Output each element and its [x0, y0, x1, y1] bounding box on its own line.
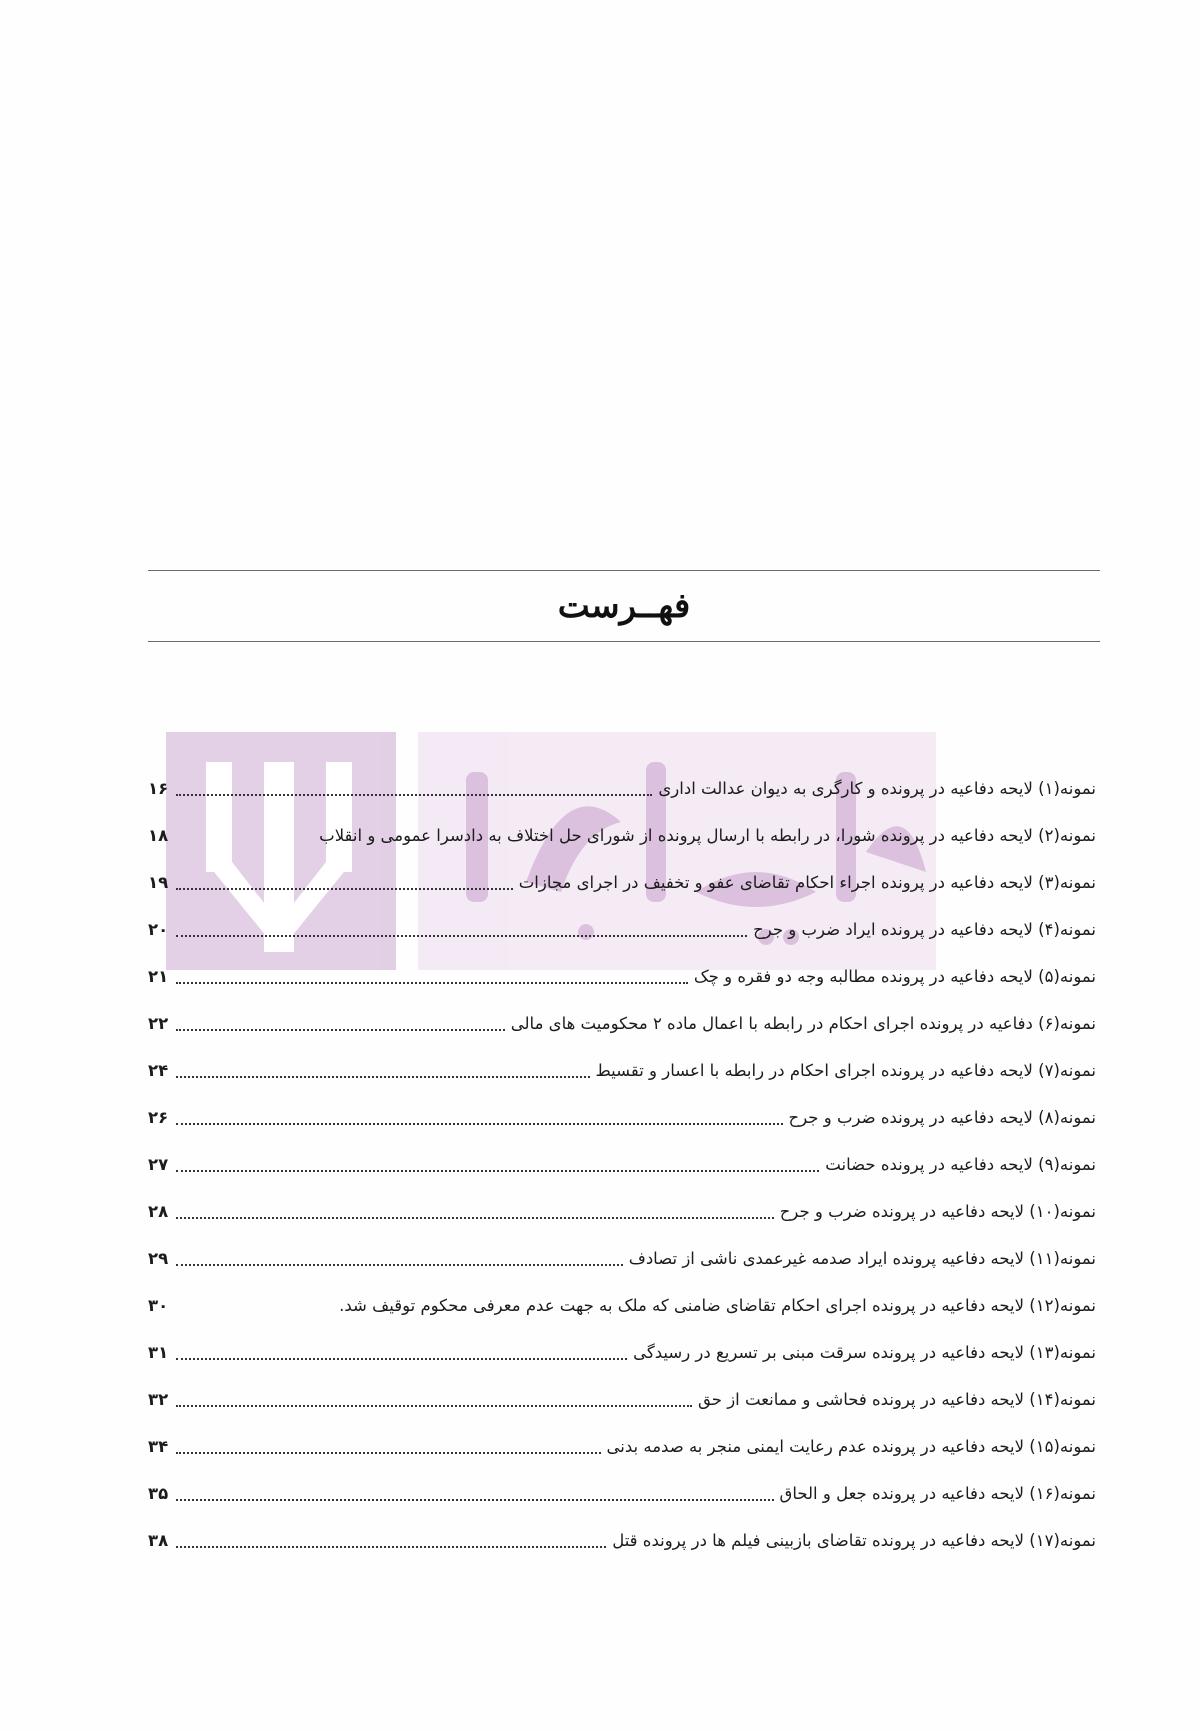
toc-page-number: ۲۹ [148, 1249, 169, 1268]
page-title: فهــرست [557, 586, 691, 626]
toc-entry-title: نمونه(۲) لایحه دفاعیه در پرونده شورا، در رابطه با ارسال پرونده از شورای حل اختلاف به دادسرا عمومی و انقلاب [319, 826, 1096, 845]
toc-page-number: ۱۶ [148, 779, 169, 798]
toc-leader-dots [176, 1499, 774, 1501]
toc-entry-title: نمونه(۳) لایحه دفاعیه در پرونده اجراء احکام تقاضای عفو و تخفیف در اجرای مجازات [518, 873, 1096, 892]
toc-entry-17[interactable] [148, 1517, 1096, 1564]
toc-entry-1[interactable] [148, 765, 1096, 812]
toc-leader-dots [176, 1170, 819, 1172]
toc-page-number: ۲۷ [148, 1155, 169, 1174]
toc-leader-dots [172, 1311, 337, 1313]
toc-entry-title: نمونه(۸) لایحه دفاعیه در پرونده ضرب و جرح [788, 1108, 1096, 1127]
toc-entry-13[interactable] [148, 1329, 1096, 1376]
toc-page-number: ۳۰ [148, 1296, 169, 1315]
toc-leader-dots [176, 1405, 692, 1407]
toc-leader-dots [172, 841, 317, 843]
toc-entry-2[interactable] [148, 812, 1096, 859]
toc-entry-title: نمونه(۱) لایحه دفاعیه در پرونده و کارگری به دیوان عدالت اداری [658, 779, 1096, 798]
toc-leader-dots [176, 888, 513, 890]
toc-entry-4[interactable] [148, 906, 1096, 953]
toc-entry-title: نمونه(۱۲) لایحه دفاعیه در پرونده اجرای احکام تقاضای ضامنی که ملک به جهت عدم معرفی محکوم توقیف شد. [339, 1296, 1096, 1315]
toc-entry-10[interactable] [148, 1188, 1096, 1235]
toc-page-number: ۱۸ [148, 826, 169, 845]
toc-entry-16[interactable] [148, 1470, 1096, 1517]
toc-leader-dots [176, 1076, 590, 1078]
toc-leader-dots [176, 1452, 601, 1454]
toc-entry-5[interactable] [148, 953, 1096, 1000]
toc-page-number: ۳۸ [148, 1531, 169, 1550]
toc-leader-dots [176, 982, 688, 984]
toc-entry-12[interactable] [148, 1282, 1096, 1329]
toc-entry-14[interactable] [148, 1376, 1096, 1423]
toc-page-number: ۲۰ [148, 920, 169, 939]
toc-leader-dots [176, 1264, 623, 1266]
toc-entry-title: نمونه(۱۷) لایحه دفاعیه در پرونده تقاضای بازبینی فیلم ها در پرونده قتل [612, 1531, 1096, 1550]
toc-entry-title: نمونه(۱۴) لایحه دفاعیه در پرونده فحاشی و ممانعت از حق [698, 1390, 1096, 1409]
toc-leader-dots [176, 1217, 774, 1219]
toc-page-number: ۳۴ [148, 1437, 169, 1456]
toc-entry-title: نمونه(۶) دفاعیه در پرونده اجرای احکام در رابطه با اعمال ماده ۲ محکومیت های مالی [510, 1014, 1096, 1033]
toc-page-number: ۳۵ [148, 1484, 169, 1503]
toc-page-number: ۲۱ [148, 967, 169, 986]
toc-entry-9[interactable] [148, 1141, 1096, 1188]
toc-leader-dots [176, 1029, 505, 1031]
toc-entry-11[interactable] [148, 1235, 1096, 1282]
toc-entry-title: نمونه(۴) لایحه دفاعیه در پرونده ایراد ضرب و جرح [753, 920, 1096, 939]
toc-leader-dots [176, 935, 747, 937]
table-of-contents [148, 765, 1096, 1564]
toc-entry-title: نمونه(۷) لایحه دفاعیه در پرونده اجرای احکام در رابطه با اعسار و تقسیط [595, 1061, 1096, 1080]
toc-page-number: ۲۴ [148, 1061, 169, 1080]
toc-page-number: ۲۶ [148, 1108, 169, 1127]
toc-page-number: ۳۱ [148, 1343, 169, 1362]
toc-leader-dots [176, 794, 652, 796]
toc-entry-title: نمونه(۱۱) لایحه دفاعیه پرونده ایراد صدمه غیرعمدی ناشی از تصادف [628, 1249, 1096, 1268]
heading-rule-bottom [148, 641, 1100, 642]
toc-page-number: ۲۸ [148, 1202, 169, 1221]
toc-entry-title: نمونه(۱۰) لایحه دفاعیه در پرونده ضرب و جرح [779, 1202, 1096, 1221]
toc-entry-title: نمونه(۱۵) لایحه دفاعیه در پرونده عدم رعایت ایمنی منجر به صدمه بدنی [606, 1437, 1096, 1456]
toc-page-number: ۱۹ [148, 873, 169, 892]
toc-entry-title: نمونه(۵) لایحه دفاعیه در پرونده مطالبه وجه دو فقره و چک [693, 967, 1096, 986]
toc-entry-15[interactable] [148, 1423, 1096, 1470]
toc-entry-title: نمونه(۱۳) لایحه دفاعیه در پرونده سرقت مبنی بر تسریع در رسیدگی [633, 1343, 1096, 1362]
toc-page-number: ۲۲ [148, 1014, 169, 1033]
heading-rule-top [148, 570, 1100, 571]
toc-page-number: ۳۲ [148, 1390, 169, 1409]
toc-entry-3[interactable] [148, 859, 1096, 906]
toc-entry-8[interactable] [148, 1094, 1096, 1141]
toc-entry-title: نمونه(۱۶) لایحه دفاعیه در پرونده جعل و الحاق [779, 1484, 1096, 1503]
toc-leader-dots [176, 1546, 606, 1548]
toc-entry-6[interactable] [148, 1000, 1096, 1047]
toc-entry-title: نمونه(۹) لایحه دفاعیه در پرونده حضانت [825, 1155, 1096, 1174]
toc-entry-7[interactable] [148, 1047, 1096, 1094]
toc-leader-dots [176, 1358, 627, 1360]
toc-leader-dots [176, 1123, 783, 1125]
